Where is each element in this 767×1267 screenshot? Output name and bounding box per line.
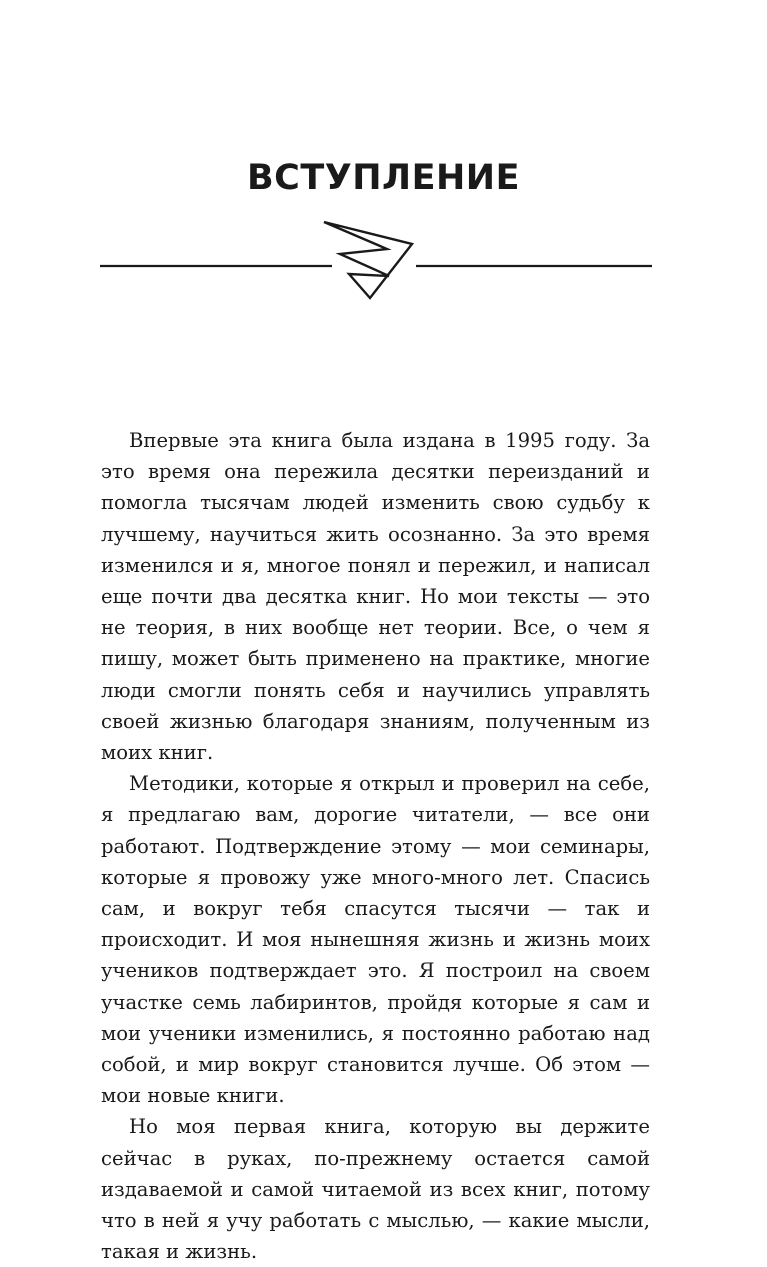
chapter-title: ВСТУПЛЕНИЕ	[247, 158, 520, 198]
body-text	[101, 425, 650, 1267]
paragraph-2: Методики, которые я открыл и проверил на себе, я предлагаю вам, дорогие читатели, — все они работают. Подтверждение этому — мои семинары, которые я провожу уже много-много лет. Спасись сам, и вокруг тебя спасутся тысячи — так и происходит. И моя нынешняя жизнь и жизнь моих учеников подтверждает это. Я построил на своем участке семь лабиринтов, пройдя которые я сам и мои ученики изменились, я постоянно работаю над собой, и мир вокруг становится лучше. Об этом — мои новые книги.	[101, 772, 650, 1108]
chapter-divider	[100, 216, 652, 306]
paragraph-1: Впервые эта книга была издана в 1995 году. За это время она пережила десятки переизданий и помогла тысячам людей изменить свою судьбу к лучшему, научиться жить осознанно. За это время изменился и я, многое понял и пережил, и написал еще почти два десятка книг. Но мои тексты — это не теория, в них вообще нет теории. Все, о чем я пишу, может быть применено на практике, многие люди смогли понять себя и научились управлять своей жизнью благодаря знаниям, полученным из моих книг.	[101, 429, 650, 765]
paragraph-3: Но моя первая книга, которую вы держите сейчас в руках, по-прежнему остается самой издаваемой и самой читаемой из всех книг, потому что в ней я учу работать с мыслью, — какие мысли, такая и жизнь.	[101, 1115, 650, 1264]
zigzag-triangle-icon	[324, 222, 412, 298]
